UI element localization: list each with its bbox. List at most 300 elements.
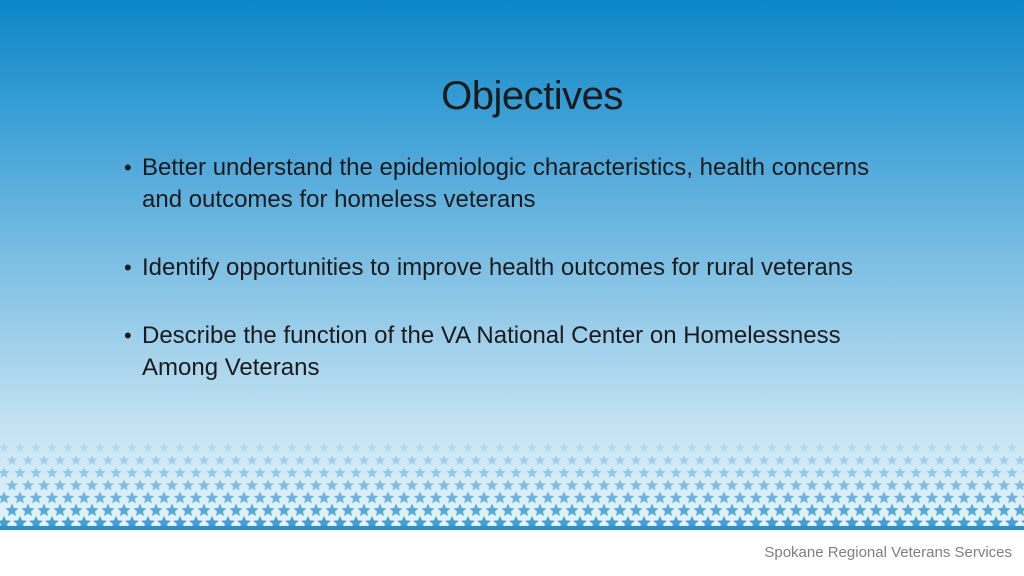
star-icon — [911, 443, 921, 452]
star-icon — [718, 467, 729, 478]
star-icon — [335, 443, 345, 452]
star-icon — [501, 504, 514, 517]
star-icon — [143, 443, 153, 452]
star-icon — [542, 467, 553, 478]
star-icon — [247, 455, 258, 465]
star-icon — [94, 467, 105, 478]
star-icon — [79, 443, 89, 452]
star-icon — [559, 443, 569, 452]
star-icon — [870, 479, 882, 490]
star-icon — [654, 467, 665, 478]
star-icon — [255, 443, 265, 452]
star-icon — [694, 479, 706, 490]
star-icon — [535, 455, 546, 465]
star-icon — [278, 479, 290, 490]
star-icon — [359, 455, 370, 465]
star-icon — [406, 479, 418, 490]
star-icon — [949, 504, 962, 517]
star-icon — [991, 443, 1001, 452]
star-icon — [453, 504, 466, 517]
star-icon — [959, 443, 969, 452]
star-icon — [766, 467, 777, 478]
star-icon — [1013, 504, 1024, 517]
star-icon — [815, 443, 825, 452]
star-icon — [751, 443, 761, 452]
star-icon — [934, 479, 946, 490]
star-icon — [183, 455, 194, 465]
star-icon — [990, 491, 1003, 503]
star-icon — [471, 455, 482, 465]
star-icon — [430, 491, 443, 503]
star-icon — [53, 504, 66, 517]
star-icon — [39, 455, 50, 465]
star-icon — [574, 491, 587, 503]
star-icon — [486, 479, 498, 490]
star-icon — [565, 504, 578, 517]
star-icon — [823, 455, 834, 465]
star-icon — [197, 504, 210, 517]
star-icon — [983, 455, 994, 465]
star-icon — [862, 467, 873, 478]
star-icon — [286, 467, 297, 478]
star-icon — [958, 491, 971, 503]
star-icon — [133, 504, 146, 517]
star-icon — [943, 443, 953, 452]
star-icon — [942, 491, 955, 503]
star-icon — [319, 443, 329, 452]
star-icon — [839, 455, 850, 465]
star-icon — [798, 491, 811, 503]
star-icon — [791, 455, 802, 465]
star-icon — [118, 479, 130, 490]
star-icon — [950, 479, 962, 490]
star-icon — [325, 504, 338, 517]
star-icon — [103, 455, 114, 465]
star-icon — [231, 455, 242, 465]
star-icon — [263, 455, 274, 465]
star-icon — [38, 479, 50, 490]
star-icon — [222, 491, 235, 503]
star-icon — [454, 479, 466, 490]
star-icon — [117, 504, 130, 517]
star-icon — [878, 491, 891, 503]
star-icon — [990, 467, 1001, 478]
star-icon — [998, 479, 1010, 490]
star-icon — [709, 504, 722, 517]
star-icon — [158, 491, 171, 503]
star-icon — [942, 467, 953, 478]
star-icon — [270, 491, 283, 503]
bullet-item — [122, 252, 882, 284]
bullet-item — [122, 320, 882, 384]
star-icon — [181, 504, 194, 517]
star-icon — [437, 504, 450, 517]
star-icon — [510, 491, 523, 503]
star-icon — [759, 455, 770, 465]
star-icon — [935, 455, 946, 465]
star-icon — [101, 504, 114, 517]
star-icon — [126, 491, 139, 503]
star-icon — [375, 455, 386, 465]
star-icon — [902, 479, 914, 490]
star-pattern — [0, 430, 1024, 530]
star-icon — [927, 443, 937, 452]
star-icon — [1006, 491, 1019, 503]
star-icon — [837, 504, 850, 517]
star-icon — [822, 479, 834, 490]
star-icon — [95, 443, 105, 452]
star-icon — [439, 455, 450, 465]
star-icon — [111, 443, 121, 452]
star-icon — [7, 455, 18, 465]
star-icon — [407, 455, 418, 465]
star-icon — [30, 467, 41, 478]
star-icon — [757, 504, 770, 517]
star-icon — [695, 455, 706, 465]
star-icon — [390, 479, 402, 490]
star-icon — [607, 443, 617, 452]
star-icon — [598, 479, 610, 490]
star-icon — [175, 443, 185, 452]
star-icon — [917, 504, 930, 517]
star-icon — [574, 467, 585, 478]
star-icon — [398, 467, 409, 478]
star-icon — [773, 504, 786, 517]
star-icon — [167, 455, 178, 465]
star-icon — [655, 443, 665, 452]
star-icon — [830, 467, 841, 478]
star-icon — [615, 455, 626, 465]
star-icon — [190, 467, 201, 478]
star-icon — [967, 455, 978, 465]
star-icon — [799, 443, 809, 452]
star-icon — [318, 491, 331, 503]
star-icon — [798, 467, 809, 478]
star-icon — [966, 479, 978, 490]
star-icon — [462, 491, 475, 503]
star-icon — [142, 467, 153, 478]
star-icon — [206, 467, 217, 478]
star-icon — [895, 443, 905, 452]
star-icon — [446, 467, 457, 478]
star-icon — [686, 467, 697, 478]
star-icon — [341, 504, 354, 517]
star-icon — [423, 455, 434, 465]
star-icon — [47, 443, 57, 452]
star-icon — [638, 467, 649, 478]
star-icon — [22, 479, 34, 490]
star-icon — [495, 443, 505, 452]
star-icon — [31, 443, 41, 452]
star-icon — [373, 504, 386, 517]
star-icon — [86, 479, 98, 490]
star-icon — [302, 467, 313, 478]
star-icon — [150, 479, 162, 490]
star-icon — [567, 455, 578, 465]
star-icon — [639, 443, 649, 452]
star-icon — [679, 455, 690, 465]
star-icon — [919, 455, 930, 465]
star-icon — [830, 491, 843, 503]
star-icon — [670, 467, 681, 478]
star-icon — [975, 443, 985, 452]
star-icon — [318, 467, 329, 478]
star-icon — [519, 455, 530, 465]
star-icon — [391, 455, 402, 465]
star-icon — [734, 467, 745, 478]
star-icon — [526, 467, 537, 478]
star-icon — [367, 443, 377, 452]
star-icon — [926, 467, 937, 478]
star-icon — [630, 479, 642, 490]
star-icon — [174, 467, 185, 478]
star-icon — [0, 467, 10, 478]
star-icon — [415, 443, 425, 452]
star-icon — [726, 479, 738, 490]
star-icon — [735, 443, 745, 452]
star-icon — [1007, 443, 1017, 452]
star-icon — [805, 504, 818, 517]
star-icon — [878, 467, 889, 478]
star-icon — [126, 467, 137, 478]
star-icon — [199, 455, 210, 465]
star-icon — [623, 443, 633, 452]
star-icon — [54, 479, 66, 490]
star-icon — [583, 455, 594, 465]
star-icon — [383, 443, 393, 452]
star-icon — [517, 504, 530, 517]
star-icon — [613, 504, 626, 517]
star-icon — [1015, 455, 1024, 465]
star-icon — [159, 443, 169, 452]
star-icon — [142, 491, 155, 503]
star-icon — [399, 443, 409, 452]
star-icon — [999, 455, 1010, 465]
star-icon — [503, 455, 514, 465]
star-icon — [814, 467, 825, 478]
star-icon — [463, 443, 473, 452]
star-icon — [222, 467, 233, 478]
star-icon — [566, 479, 578, 490]
star-icon — [846, 491, 859, 503]
star-icon — [671, 443, 681, 452]
bullet-item — [122, 152, 882, 216]
star-icon — [663, 455, 674, 465]
star-icon — [389, 504, 402, 517]
star-icon — [334, 491, 347, 503]
star-icon — [526, 491, 539, 503]
star-icon — [21, 504, 34, 517]
star-icon — [374, 479, 386, 490]
star-icon — [70, 479, 82, 490]
star-icon — [894, 491, 907, 503]
star-icon — [470, 479, 482, 490]
star-icon — [494, 467, 505, 478]
star-icon — [661, 504, 674, 517]
star-icon — [887, 455, 898, 465]
star-icon — [238, 491, 251, 503]
star-icon — [631, 455, 642, 465]
star-icon — [622, 491, 635, 503]
star-icon — [78, 467, 89, 478]
star-icon — [814, 491, 827, 503]
star-icon — [782, 491, 795, 503]
star-icon — [294, 479, 306, 490]
star-icon — [62, 467, 73, 478]
star-icon — [782, 467, 793, 478]
star-icon — [382, 467, 393, 478]
star-icon — [575, 443, 585, 452]
star-icon — [62, 491, 75, 503]
star-icon — [63, 443, 73, 452]
footer-text: Spokane Regional Veterans Services — [764, 544, 1012, 561]
star-icon — [591, 443, 601, 452]
star-icon — [302, 491, 315, 503]
star-icon — [838, 479, 850, 490]
star-icon — [261, 504, 274, 517]
star-icon — [702, 491, 715, 503]
slide-title: Objectives — [441, 74, 623, 118]
star-icon — [1006, 467, 1017, 478]
star-icon — [326, 479, 338, 490]
star-icon — [885, 504, 898, 517]
star-icon — [622, 467, 633, 478]
star-icon — [246, 479, 258, 490]
star-icon — [462, 467, 473, 478]
star-icon — [951, 455, 962, 465]
star-icon — [0, 443, 9, 452]
star-icon — [110, 491, 123, 503]
star-icon — [254, 467, 265, 478]
star-icon — [119, 455, 130, 465]
star-icon — [766, 491, 779, 503]
star-icon — [854, 479, 866, 490]
star-icon — [981, 504, 994, 517]
star-icon — [734, 491, 747, 503]
star-icon — [14, 467, 25, 478]
star-icon — [23, 455, 34, 465]
star-icon — [974, 491, 987, 503]
star-icon — [710, 479, 722, 490]
star-icon — [510, 467, 521, 478]
star-icon — [5, 504, 18, 517]
star-icon — [686, 491, 699, 503]
star-icon — [558, 491, 571, 503]
star-icon — [414, 467, 425, 478]
star-icon — [790, 479, 802, 490]
star-icon — [366, 491, 379, 503]
star-icon — [311, 455, 322, 465]
star-icon — [742, 479, 754, 490]
star-icon — [135, 455, 146, 465]
star-icon — [151, 455, 162, 465]
star-icon — [677, 504, 690, 517]
star-icon — [414, 491, 427, 503]
star-icon — [869, 504, 882, 517]
star-icon — [725, 504, 738, 517]
star-icon — [549, 504, 562, 517]
star-icon — [277, 504, 290, 517]
star-icon — [831, 443, 841, 452]
star-icon — [543, 443, 553, 452]
star-icon — [405, 504, 418, 517]
star-icon — [847, 443, 857, 452]
star-icon — [15, 443, 25, 452]
star-icon — [783, 443, 793, 452]
star-icon — [213, 504, 226, 517]
star-icon — [789, 504, 802, 517]
star-icon — [382, 491, 395, 503]
star-icon — [958, 467, 969, 478]
star-icon — [245, 504, 258, 517]
star-icon — [871, 455, 882, 465]
star-icon — [455, 455, 466, 465]
star-icon — [670, 491, 683, 503]
bullet-text: Better understand the epidemiologic characteristics, health concerns and outcomes for homeless veterans — [142, 154, 870, 213]
star-icon — [87, 455, 98, 465]
star-icon — [479, 443, 489, 452]
star-icon — [239, 443, 249, 452]
star-icon — [487, 455, 498, 465]
star-icon — [718, 491, 731, 503]
star-icon — [533, 504, 546, 517]
star-icon — [518, 479, 530, 490]
star-icon — [918, 479, 930, 490]
star-icon — [446, 491, 459, 503]
star-icon — [71, 455, 82, 465]
star-icon — [165, 504, 178, 517]
star-icon — [214, 479, 226, 490]
star-icon — [534, 479, 546, 490]
star-icon — [582, 479, 594, 490]
star-icon — [421, 504, 434, 517]
star-icon — [127, 443, 137, 452]
star-icon — [590, 467, 601, 478]
star-icon — [741, 504, 754, 517]
star-icon — [774, 479, 786, 490]
star-icon — [279, 455, 290, 465]
star-icon — [398, 491, 411, 503]
star-icon — [303, 443, 313, 452]
star-icon — [46, 467, 57, 478]
star-icon — [638, 491, 651, 503]
star-icon — [719, 443, 729, 452]
star-icon — [102, 479, 114, 490]
star-icon — [933, 504, 946, 517]
bullet-dot-icon: • — [124, 255, 132, 280]
star-icon — [309, 504, 322, 517]
star-icon — [310, 479, 322, 490]
star-icon — [223, 443, 233, 452]
star-icon — [215, 455, 226, 465]
star-icon — [286, 491, 299, 503]
star-icon — [894, 467, 905, 478]
star-icon — [431, 443, 441, 452]
star-icon — [558, 467, 569, 478]
star-icon — [502, 479, 514, 490]
star-icon — [853, 504, 866, 517]
star-icon — [478, 467, 489, 478]
star-icon — [134, 479, 146, 490]
star-icon — [254, 491, 267, 503]
star-icon — [846, 467, 857, 478]
star-icon — [974, 467, 985, 478]
star-icon — [855, 455, 866, 465]
star-icon — [485, 504, 498, 517]
star-icon — [646, 479, 658, 490]
star-icon — [629, 504, 642, 517]
bottom-rule — [0, 526, 1024, 530]
